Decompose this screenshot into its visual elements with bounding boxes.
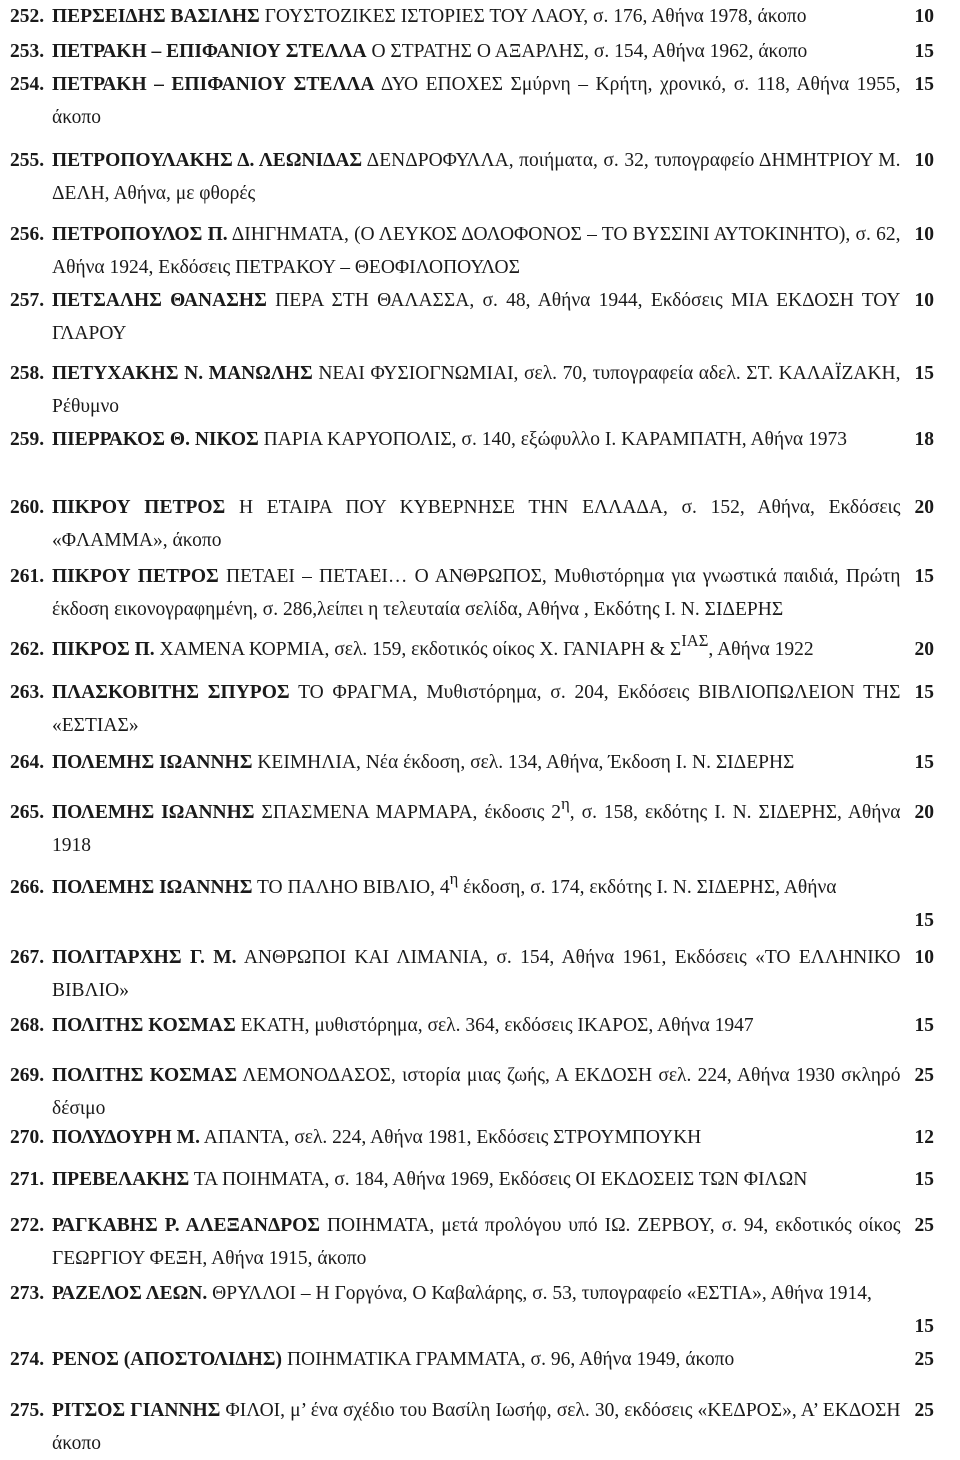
entry-description: ΑΠΑΝΤΑ, σελ. 224, Αθήνα 1981, Εκδόσεις ΣΤΡΟΥΜΠΟΥΚΗ (199, 1127, 702, 1148)
catalogue-entry (0, 0, 960, 33)
entry-description: ΔΙΗΓΗΜΑΤΑ, (Ο ΛΕΥΚΟΣ ΔΟΛΟΦΟΝΟΣ – ΤΟ ΒΥΣΣΙΝΙ ΑΥΤΟΚΙΝΗΤΟ), σ. 62, Αθήνα 1924, Εκδόσεις ΠΕΤΡΑΚΟΥ – ΘΕΟΦΙΛΟΠΟΥΛΟΣ (52, 224, 901, 278)
entry-author: ΠΡΕΒΕΛΑΚΗΣ (52, 1169, 190, 1190)
entry-author: ΡΕΝΟΣ (ΑΠΟΣΤΟΛΙΔΗΣ) (52, 1349, 283, 1370)
entry-author: ΠΕΤΡΟΠΟΥΛΟΣ Π. (52, 224, 228, 245)
catalogue-entry (0, 357, 960, 423)
entry-body (52, 1121, 934, 1154)
entry-body (52, 560, 934, 626)
catalogue-entry (0, 630, 960, 666)
entry-body (52, 423, 934, 456)
catalogue-entry (0, 1277, 960, 1343)
entry-description: ΤΟ ΦΡΑΓΜΑ, Μυθιστόρημα, σ. 204, Εκδόσεις ΒΙΒΛΙΟΠΩΛΕΙΟΝ ΤΗΣ «ΕΣΤΙΑΣ» (52, 682, 901, 736)
entry-number: 265. (10, 802, 45, 823)
entry-price: 25 (914, 1065, 934, 1086)
entry-author: ΠΟΛΙΤΗΣ ΚΟΣΜΑΣ (52, 1065, 238, 1086)
catalogue-entry (0, 1121, 960, 1154)
entry-body (52, 284, 934, 350)
entry-description: ΓΟΥΣΤΟΖΙΚΕΣ ΙΣΤΟΡΙΕΣ ΤΟΥ ΛΑΟΥ, σ. 176, Αθήνα 1978, άκοπο (259, 6, 807, 27)
entry-number: 270. (10, 1127, 45, 1148)
catalogue-entry (0, 1059, 960, 1125)
entry-description: ΔΕΝΔΡΟΦΥΛΛΑ, ποιήματα, σ. 32, τυπογραφείο ΔΗΜΗΤΡΙΟΥ Μ. ΔΕΛΗ, Αθήνα, με φθορές (52, 150, 901, 204)
entry-body (52, 491, 934, 557)
entry-author: ΠΙΚΡΟΥ ΠΕΤΡΟΣ (52, 497, 226, 518)
entry-superscript: η (561, 793, 570, 813)
entry-price: 15 (914, 41, 934, 62)
entry-description: ΚΕΙΜΗΛΙΑ, Νέα έκδοση, σελ. 134, Αθήνα, Έκδοση Ι. Ν. ΣΙΔΕΡΗΣ (252, 752, 795, 773)
entry-author: ΡΑΓΚΑΒΗΣ Ρ. ΑΛΕΞΑΝΔΡΟΣ (52, 1215, 321, 1236)
entry-price: 10 (914, 6, 934, 27)
catalogue-entry (0, 1343, 960, 1376)
entry-number: 257. (10, 290, 45, 311)
entry-author: ΠΟΛΕΜΗΣ ΙΩΑΝΝΗΣ (52, 877, 253, 898)
entry-price: 15 (914, 682, 934, 703)
catalogue-entry (0, 423, 960, 456)
catalogue-entry (0, 35, 960, 68)
entry-description: ΠΑΡΙΑ ΚΑΡΥΟΠΟΛΙΣ, σ. 140, εξώφυλλο Ι. ΚΑΡΑΜΠΑΤΗ, Αθήνα 1973 (258, 429, 847, 450)
entry-number: 269. (10, 1065, 45, 1086)
entry-author: ΠΟΛΙΤΗΣ ΚΟΣΜΑΣ (52, 1015, 236, 1036)
entry-price: 12 (914, 1127, 934, 1148)
entry-description: ΧΑΜΕΝΑ ΚΟΡΜΙΑ, σελ. 159, εκδοτικός οίκος Χ. ΓΑΝΙΑΡΗ & Σ (154, 639, 682, 660)
entry-body (52, 676, 934, 742)
entry-body (52, 868, 934, 937)
entry-price: 25 (914, 1349, 934, 1370)
entry-number: 268. (10, 1015, 45, 1036)
catalogue-entry (0, 1009, 960, 1042)
entry-price: 10 (914, 947, 934, 968)
entry-description: Η ΕΤΑΙΡΑ ΠΟΥ ΚΥΒΕΡΝΗΣΕ ΤΗΝ ΕΛΛΑΔΑ, σ. 152, Αθήνα, Εκδόσεις «ΦΛΑΜΜΑ», άκοπο (52, 497, 901, 551)
entry-author: ΠΕΤΣΑΛΗΣ ΘΑΝΑΣΗΣ (52, 290, 267, 311)
catalogue-entry (0, 218, 960, 284)
entry-body (52, 144, 934, 210)
entry-description: Ο ΣΤΡΑΤΗΣ Ο ΑΞΑΡΛΗΣ, σ. 154, Αθήνα 1962, άκοπο (366, 41, 808, 62)
catalogue-entry (0, 1163, 960, 1196)
entry-author: ΠΟΛΥΔΟΥΡΗ Μ. (52, 1127, 200, 1148)
entry-number: 273. (10, 1283, 45, 1304)
entry-number: 261. (10, 566, 45, 587)
entry-number: 256. (10, 224, 45, 245)
entry-number: 271. (10, 1169, 45, 1190)
entry-description: ΤΟ ΠΑΛΗΟ ΒΙΒΛΙΟ, 4 (252, 877, 450, 898)
entry-description: ΕΚΑΤΗ, μυθιστόρημα, σελ. 364, εκδόσεις ΙΚΑΡΟΣ, Αθήνα 1947 (235, 1015, 754, 1036)
entry-price: 20 (914, 497, 934, 518)
entry-price: 18 (914, 429, 934, 450)
entry-description: ΘΡΥΛΛΟΙ – Η Γοργόνα, Ο Καβαλάρης, σ. 53, τυπογραφείο «ΕΣΤΙΑ», Αθήνα 1914, (207, 1283, 872, 1304)
entry-author: ΠΟΛΙΤΑΡΧΗΣ Γ. Μ. (52, 947, 237, 968)
entry-description-continued: , Αθήνα 1922 (708, 639, 814, 660)
catalogue-entry (0, 746, 960, 779)
entry-body (52, 793, 934, 862)
entry-author: ΠΕΤΡΑΚΗ – ΕΠΙΦΑΝΙΟΥ ΣΤΕΛΛΑ (52, 74, 375, 95)
entry-body (52, 68, 934, 134)
catalogue-entry (0, 868, 960, 937)
catalogue-entry (0, 144, 960, 210)
catalogue-entry (0, 793, 960, 862)
entry-price: 15 (914, 566, 934, 587)
entry-author: ΠΟΛΕΜΗΣ ΙΩΑΝΝΗΣ (52, 752, 253, 773)
entry-body (52, 941, 934, 1007)
entry-price: 15 (914, 910, 934, 931)
entry-number: 260. (10, 497, 45, 518)
entry-description: ΠΕΤΑΕΙ – ΠΕΤΑΕΙ… Ο ΑΝΘΡΩΠΟΣ, Μυθιστόρημα για γνωστικά παιδιά, Πρώτη έκδοση εικονογραφημένη, σ. 286,λείπει η τελευταία σελίδα, Αθήνα , Εκδότης Ι. Ν. ΣΙΔΕΡΗΣ (52, 566, 901, 620)
entry-body (52, 1009, 934, 1042)
entry-price: 25 (914, 1400, 934, 1421)
entry-author: ΠΕΤΡΟΠΟΥΛΑΚΗΣ Δ. ΛΕΩΝΙΔΑΣ (52, 150, 363, 171)
entry-author: ΠΙΚΡΟΥ ΠΕΤΡΟΣ (52, 566, 219, 587)
entry-author: ΠΙΕΡΡΑΚΟΣ Θ. ΝΙΚΟΣ (52, 429, 259, 450)
entry-number: 258. (10, 363, 45, 384)
entry-description: ΤΑ ΠΟΙΗΜΑΤΑ, σ. 184, Αθήνα 1969, Εκδόσεις ΟΙ ΕΚΔΟΣΕΙΣ ΤΩΝ ΦΙΛΩΝ (189, 1169, 808, 1190)
catalogue-entry (0, 941, 960, 1007)
entry-number: 259. (10, 429, 45, 450)
entry-description: ΠΟΙΗΜΑΤΙΚΑ ΓΡΑΜΜΑΤΑ, σ. 96, Αθήνα 1949, άκοπο (282, 1349, 735, 1370)
entry-price: 15 (914, 1015, 934, 1036)
entry-body (52, 1163, 934, 1196)
entry-number: 262. (10, 639, 45, 660)
entry-number: 252. (10, 6, 45, 27)
entry-author: ΠΟΛΕΜΗΣ ΙΩΑΝΝΗΣ (52, 802, 255, 823)
entry-price: 25 (914, 1215, 934, 1236)
entry-description: ΦΙΛΟΙ, μ’ ένα σχέδιο του Βασίλη Ιωσήφ, σελ. 30, εκδόσεις «ΚΕΔΡΟΣ», Α’ ΕΚΔΟΣΗ άκοπο (52, 1400, 901, 1454)
entry-body (52, 630, 934, 666)
entry-number: 274. (10, 1349, 45, 1370)
catalogue-entry (0, 676, 960, 742)
entry-description-continued: έκδοση, σ. 174, εκδότης Ι. Ν. ΣΙΔΕΡΗΣ, Αθήνα (458, 877, 837, 898)
catalogue-entry (0, 284, 960, 350)
entry-description: ΠΟΙΗΜΑΤΑ, μετά προλόγου υπό ΙΩ. ΖΕΡΒΟΥ, σ. 94, εκδοτικός οίκος ΓΕΩΡΓΙΟΥ ΦΕΞΗ, Αθήνα 1915, άκοπο (52, 1215, 901, 1269)
entry-description: ΑΝΘΡΩΠΟΙ ΚΑΙ ΛΙΜΑΝΙΑ, σ. 154, Αθήνα 1961, Εκδόσεις «ΤΟ ΕΛΛΗΝΙΚΟ ΒΙΒΛΙΟ» (52, 947, 901, 1001)
entry-price: 15 (914, 752, 934, 773)
entry-price: 10 (914, 150, 934, 171)
entry-author: ΠΕΤΡΑΚΗ – ΕΠΙΦΑΝΙΟΥ ΣΤΕΛΛΑ (52, 41, 367, 62)
entry-price: 15 (914, 1169, 934, 1190)
entry-body (52, 746, 934, 779)
entry-price: 20 (914, 802, 934, 823)
catalogue-entry (0, 560, 960, 626)
entry-price: 10 (914, 290, 934, 311)
entry-description: ΛΕΜΟΝΟΔΑΣΟΣ, ιστορία μιας ζωής, Α ΕΚΔΟΣΗ σελ. 224, Αθήνα 1930 σκληρό δέσιμο (52, 1065, 901, 1119)
entry-number: 267. (10, 947, 45, 968)
entry-number: 254. (10, 74, 45, 95)
entry-price: 10 (914, 224, 934, 245)
entry-price: 15 (914, 363, 934, 384)
entry-author: ΠΕΡΣΕΙΔΗΣ ΒΑΣΙΛΗΣ (52, 6, 260, 27)
entry-body (52, 1059, 934, 1125)
entry-number: 263. (10, 682, 45, 703)
catalogue-entry (0, 68, 960, 134)
entry-author: ΡΑΖΕΛΟΣ ΛΕΩΝ. (52, 1283, 208, 1304)
entry-price: 20 (914, 639, 934, 660)
entry-superscript: ΙΑΣ (681, 630, 709, 650)
entry-author: ΡΙΤΣΟΣ ΓΙΑΝΝΗΣ (52, 1400, 221, 1421)
entry-number: 253. (10, 41, 45, 62)
entry-number: 264. (10, 752, 45, 773)
entry-description-continued: , σ. 158, εκδότης Ι. Ν. ΣΙΔΕΡΗΣ, Αθήνα 1918 (52, 802, 901, 856)
entry-author: ΠΙΚΡΟΣ Π. (52, 639, 155, 660)
entry-body (52, 0, 934, 33)
entry-number: 266. (10, 877, 45, 898)
entry-body (52, 1209, 934, 1275)
entry-body (52, 357, 934, 423)
entry-body (52, 35, 934, 68)
entry-author: ΠΛΑΣΚΟΒΙΤΗΣ ΣΠΥΡΟΣ (52, 682, 290, 703)
catalogue-entry (0, 1209, 960, 1275)
entry-number: 255. (10, 150, 45, 171)
entry-description: ΔΥΟ ΕΠΟΧΕΣ Σμύρνη – Κρήτη, χρονικό, σ. 118, Αθήνα 1955, άκοπο (52, 74, 901, 128)
entry-superscript: η (449, 868, 459, 888)
entry-description: ΠΕΡΑ ΣΤΗ ΘΑΛΑΣΣΑ, σ. 48, Αθήνα 1944, Εκδόσεις ΜΙΑ ΕΚΔΟΣΗ ΤΟΥ ΓΛΑΡΟΥ (52, 290, 901, 344)
entry-author: ΠΕΤΥΧΑΚΗΣ Ν. ΜΑΝΩΛΗΣ (52, 363, 313, 384)
entry-number: 272. (10, 1215, 45, 1236)
entry-body (52, 1277, 934, 1343)
entry-body (52, 218, 934, 284)
entry-price: 15 (914, 74, 934, 95)
entry-body (52, 1343, 934, 1376)
catalogue-entry (0, 1394, 960, 1460)
entry-price: 15 (914, 1316, 934, 1337)
entry-body (52, 1394, 934, 1460)
entry-description: ΣΠΑΣΜΕΝΑ ΜΑΡΜΑΡΑ, έκδοσις 2 (254, 802, 562, 823)
entry-number: 275. (10, 1400, 45, 1421)
entry-description: ΝΕΑΙ ΦΥΣΙΟΓΝΩΜΙΑΙ, σελ. 70, τυπογραφεία αδελ. ΣΤ. ΚΑΛΑΪΖΑΚΗ, Ρέθυμνο (52, 363, 901, 417)
catalogue-entry (0, 491, 960, 557)
